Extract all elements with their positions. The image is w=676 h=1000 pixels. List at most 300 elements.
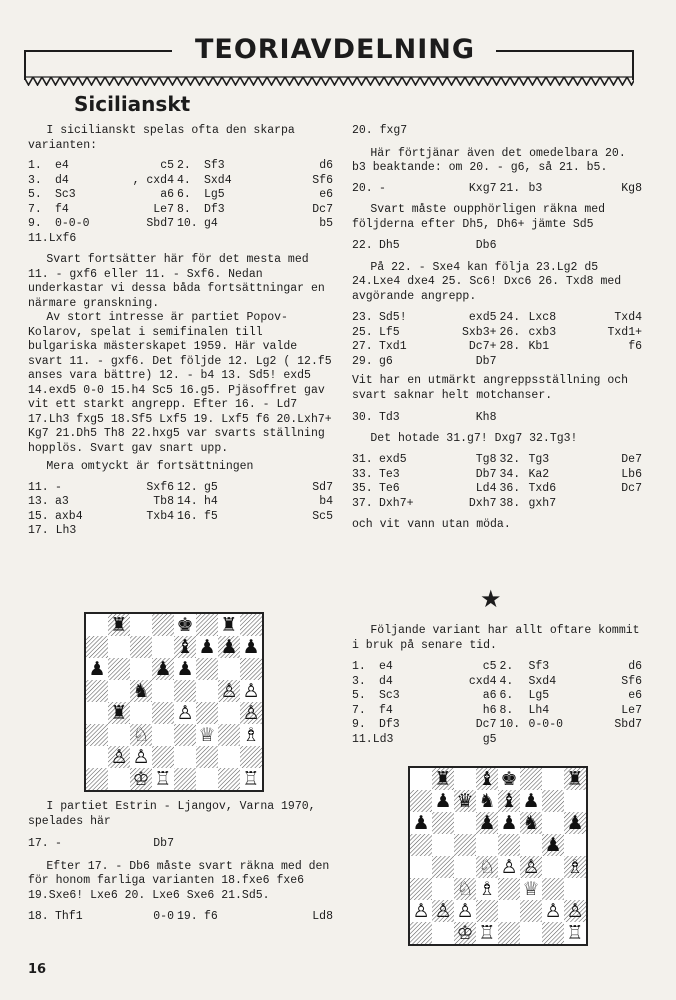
move-cell: e6 [628,689,642,702]
move-cell: Sf6 [312,173,333,187]
move-cell: 34. [499,467,521,481]
black-knight-icon: ♞ [132,680,150,703]
move-line [352,733,642,748]
move-cell: Te6 [379,482,400,495]
move-cell: 5. [28,188,42,201]
board-square [410,768,432,790]
move-cell: Dxh7 [468,496,497,510]
left-column-top [28,124,339,539]
black-pawn-icon: ♟ [220,636,238,659]
board-square [86,680,108,702]
move-cell: b4 [319,495,333,508]
board-square [498,834,520,856]
move-cell: g4 [204,217,218,230]
move-cell: 5. [352,689,366,702]
move-line: 20. fxg7 [352,124,408,137]
board-square [218,746,240,768]
move-cell: 10. [177,217,198,230]
board-square [86,768,108,790]
board-square [476,834,498,856]
black-pawn-icon: ♟ [434,790,452,813]
black-bishop-icon: ♝ [500,790,518,813]
white-pawn-icon: ♙ [522,856,540,879]
black-bishop-icon: ♝ [478,768,496,791]
white-pawn-icon: ♙ [220,680,238,703]
white-bishop-icon: ♗ [566,856,584,879]
move-cell: c5 [482,660,497,673]
board-square [476,900,498,922]
white-pawn-icon: ♙ [456,900,474,923]
moves-table [352,660,642,733]
move-line [28,910,333,925]
move-cell: Sf3 [204,159,225,172]
move-cell: , cxd4 [132,173,174,187]
move-cell: Sf6 [621,674,642,688]
move-cell: Txd1 [379,340,407,353]
move-cell: f4 [379,703,393,717]
black-rook-icon: ♜ [110,702,128,725]
chess-diagram-1 [84,612,264,792]
chess-diagram-2 [408,766,588,946]
move-cell: 11.Ld3 [352,732,394,746]
board-square [174,746,196,768]
move-cell: cxd4 [468,674,497,688]
move-cell: Sd5! [379,311,407,324]
board-square [152,746,174,768]
paragraph: Vit har en utmärkt angreppsställning och svart saknar helt motchanser. [352,374,635,402]
move-cell: Lg5 [204,188,225,201]
move-cell: h6 [482,703,497,717]
board-square [432,812,454,834]
move-cell: Db6 [475,239,497,252]
move-cell: d6 [628,660,642,673]
board-square [218,724,240,746]
board-square [498,900,520,922]
move-cell: 29. [352,354,373,368]
board-square [410,878,432,900]
move-cell: Sf3 [528,660,550,673]
board-square [86,746,108,768]
move-cell: 33. [352,467,373,481]
move-cell: Kh8 [475,411,497,424]
moves-table [28,481,333,525]
move-cell: cxb3 [528,325,557,339]
move-cell: 12. [177,480,198,494]
board-square [218,702,240,724]
move-cell: Sc3 [379,689,400,702]
move-line [352,239,642,254]
white-bishop-icon: ♗ [478,878,496,901]
move-cell: 3. [28,173,42,187]
header-banner [24,30,634,90]
white-knight-icon: ♘ [132,724,150,747]
banner-rule-right [496,50,634,52]
move-cell: exd5 [379,453,407,466]
paragraph: Här förtjänar även det omedelbara 20. b3 beaktande: om 20. - g6, så 21. b5. [352,146,633,174]
black-knight-icon: ♞ [522,812,540,835]
board-square [174,680,196,702]
board-square [432,856,454,878]
move-cell: h4 [204,495,218,508]
board-square [564,790,586,812]
move-cell: Txd1+ [607,325,642,339]
white-pawn-icon: ♙ [176,702,194,725]
move-cell [379,733,454,748]
move-cell: Lb6 [621,467,642,481]
move-cell: Dc7 [312,202,333,216]
board-square [86,724,108,746]
move-cell: 18. [28,910,49,923]
move-cell: 26. [499,325,521,339]
board-square [542,922,564,944]
move-cell: Sbd7 [146,217,174,230]
white-pawn-icon: ♙ [132,746,150,769]
white-rook-icon: ♖ [242,768,260,790]
move-cell: Le7 [153,202,174,216]
move-cell: Tg3 [528,453,550,466]
black-rook-icon: ♜ [566,768,584,791]
move-cell: Lf5 [379,325,400,339]
move-cell: Kxg7 [468,181,497,195]
move-cell: Ka2 [528,467,550,481]
board-square [130,614,152,636]
black-bishop-icon: ♝ [176,636,194,659]
black-pawn-icon: ♟ [88,658,106,681]
white-pawn-icon: ♙ [110,746,128,769]
move-cell: 21. [499,181,521,195]
move-cell: Db7 [475,467,497,481]
move-cell: d4 [55,173,69,187]
paragraph: Efter 17. - Db6 måste svart räkna med den för honom farliga varianten 18.fxe6 fxe6 19.Sxe6! Lxe6 20. Lxe6 Sxe6 21.Sd5. [28,859,337,902]
white-pawn-icon: ♙ [434,900,452,923]
move-line [352,411,642,426]
move-cell: 6. [499,689,514,702]
move-cell: 38. [499,496,521,510]
move-cell: Sc5 [312,509,333,523]
board-square [542,878,564,900]
move-cell: f6 [628,340,642,353]
move-cell: e6 [319,188,333,201]
chessboard [410,768,586,944]
board-square [196,768,218,790]
white-rook-icon: ♖ [478,922,496,944]
board-square [218,658,240,680]
zigzag-border [24,76,634,86]
move-cell: 8. [177,202,191,216]
move-cell: 37. [352,496,373,510]
board-square [174,768,196,790]
white-rook-icon: ♖ [154,768,172,790]
white-pawn-icon: ♙ [242,702,260,725]
move-cell: 32. [499,453,521,466]
right-column-bottom [352,624,647,747]
paragraph: Det hotade 31.g7! Dxg7 32.Tg3! [370,431,578,445]
move-cell: 30. [352,411,373,424]
move-cell: 9. [28,217,42,230]
paragraph: I partiet Estrin - Ljangov, Varna 1970, spelades här [28,800,323,828]
white-rook-icon: ♖ [566,922,584,944]
move-cell: 27. [352,340,373,353]
board-square [108,658,130,680]
board-square [542,856,564,878]
black-rook-icon: ♜ [434,768,452,791]
board-square [520,922,542,944]
move-cell: - [55,480,62,494]
moves-table [352,453,642,511]
move-cell: Tb8 [153,495,174,508]
paragraph: Av stort intresse är partiet Popov-Kolarov, spelat i semifinalen till bulgariska mästerskapet 1959. Här valde svart 11. - gxf6. Det följde 12. Lg2 ( 12.f5 anses vara bättre) 12. - b4 13. Sd5! exd5 14.exd5 0-0 15.h4 Sc5 16.g5. Pjäsoffret gav vit ett starkt angrepp. Efter 16. - Ld7 17.Lh3 fxg5 18.Sf5 Lxf5 19. Lxf5 f6 20.Lxh7+ Kg7 21.Dh5 Th8 22.hxg5 var svarts ställning hopplös. Svart gav snart upp. [28,311,339,455]
move-cell: Dc7+ [468,340,497,353]
board-square [86,614,108,636]
board-square [454,812,476,834]
move-cell: 11. [28,480,49,494]
move-cell: Te3 [379,467,400,481]
move-cell: 17. [28,837,49,850]
move-line [352,182,642,197]
move-cell: d4 [379,674,393,688]
move-cell: 0-0-0 [528,718,564,731]
move-cell: Le7 [621,703,642,717]
white-pawn-icon: ♙ [566,900,584,923]
move-cell: c5 [160,159,174,172]
move-cell: Tg8 [475,453,497,466]
move-cell: b5 [319,217,333,230]
move-cell: - [379,181,386,195]
board-square [174,724,196,746]
board-square [152,680,174,702]
board-square [196,658,218,680]
move-cell: 16. [177,509,198,523]
board-square [130,702,152,724]
move-cell: Lh4 [528,703,550,717]
black-pawn-icon: ♟ [500,812,518,835]
move-cell: Td3 [379,411,400,424]
move-cell: 2. [177,159,191,172]
move-cell: Kb1 [528,340,550,353]
black-pawn-icon: ♟ [242,636,260,659]
move-cell: Ld4 [475,482,497,495]
board-square [410,834,432,856]
board-square [432,834,454,856]
move-cell: Sxd4 [528,674,557,688]
white-king-icon: ♔ [456,922,474,944]
board-square [454,834,476,856]
white-pawn-icon: ♙ [412,900,430,923]
section-title: Sicilianskt [74,92,191,116]
move-cell: 9. [352,718,366,731]
board-square [152,724,174,746]
move-cell: g5 [204,480,218,494]
board-square [196,614,218,636]
move-cell: f6 [204,910,218,923]
board-square [520,900,542,922]
move-cell: gxh7 [528,496,557,510]
board-square [86,636,108,658]
move-cell: b3 [528,181,543,195]
white-queen-icon: ♕ [522,878,540,901]
board-square [240,746,262,768]
moves-table [352,311,642,369]
black-pawn-icon: ♟ [412,812,430,835]
board-square [410,790,432,812]
paragraph: På 22. - Sxe4 kan följa 23.Lg2 d5 24.Lxe4 dxe4 25. Sc6! Dxc6 26. Txd8 med avgörande angrepp. [352,260,629,303]
move-cell: Txd6 [528,482,557,495]
board-square [520,834,542,856]
black-rook-icon: ♜ [110,614,128,637]
move-cell: 31. [352,453,373,466]
board-square [410,856,432,878]
move-cell: Df3 [204,202,225,216]
move-cell: 0-0 [153,910,174,923]
move-cell: 15. [28,509,49,523]
board-square [498,922,520,944]
move-cell: Db7 [153,837,174,850]
white-king-icon: ♔ [132,768,150,790]
board-square [454,768,476,790]
move-cell: 22. [352,239,373,252]
move-cell: 10. [499,718,521,731]
black-pawn-icon: ♟ [176,658,194,681]
move-cell: 0-0-0 [55,217,90,230]
move-cell: Lxc8 [528,311,557,324]
move-cell: Dxh7+ [379,496,414,510]
board-square [240,614,262,636]
board-square [86,702,108,724]
move-cell: a6 [160,188,174,201]
board-square [108,768,130,790]
move-cell: g6 [379,354,393,368]
move-cell [606,355,642,370]
board-square [410,922,432,944]
black-pawn-icon: ♟ [522,790,540,813]
board-square [152,636,174,658]
move-cell: - [55,837,62,850]
move-line [28,837,333,852]
move-line: 11.Lxf6 [28,231,77,245]
board-square [240,658,262,680]
move-cell [500,355,526,370]
board-square [130,636,152,658]
move-cell: Sc3 [55,188,76,201]
move-cell: e4 [55,159,69,172]
black-pawn-icon: ♟ [544,834,562,857]
white-queen-icon: ♕ [198,724,216,747]
black-rook-icon: ♜ [220,614,238,637]
board-square [108,636,130,658]
board-square [152,702,174,724]
right-column-top [352,124,642,533]
move-cell: 7. [352,703,366,717]
black-pawn-icon: ♟ [478,812,496,835]
board-square [432,878,454,900]
paragraph: Mera omtyckt är fortsättningen [46,460,254,473]
move-cell: a6 [482,689,497,702]
board-square [218,768,240,790]
move-cell: Df3 [379,718,400,731]
move-cell: 6. [177,188,191,201]
move-cell: Sbd7 [614,718,642,731]
board-square [152,614,174,636]
board-square [498,878,520,900]
move-cell: Kg8 [621,181,642,195]
board-square [432,922,454,944]
move-cell: Lg5 [528,689,550,702]
board-square [108,680,130,702]
board-square [130,658,152,680]
move-cell [529,355,604,370]
star-icon: ★ [480,585,502,613]
black-pawn-icon: ♟ [154,658,172,681]
move-cell: 28. [499,340,521,353]
move-cell: 14. [177,495,198,508]
board-square [564,834,586,856]
move-cell: a3 [55,495,69,508]
move-cell: d6 [319,159,333,172]
board-square [520,768,542,790]
move-cell: 19. [177,910,198,923]
paragraph: och vit vann utan möda. [352,518,511,531]
move-cell: Ld8 [312,910,333,923]
move-cell: 23. [352,311,373,324]
move-cell: 3. [352,674,366,688]
move-cell: Db7 [475,354,497,368]
banner-rule-left [24,50,172,52]
black-king-icon: ♚ [500,768,518,791]
paragraph: Svart fortsätter här för det mesta med 11. - gxf6 eller 11. - Sxf6. Nedan underkastar vi dessa båda fortsättningar en närmare granskning. [28,253,332,310]
move-cell: Sxf6 [146,480,174,494]
move-cell: Dh5 [379,239,400,252]
move-cell: Thf1 [55,910,83,923]
move-cell: f5 [204,509,218,523]
black-queen-icon: ♛ [456,790,474,813]
move-cell: e4 [379,660,393,673]
move-cell: f4 [55,202,69,216]
left-column-bottom [28,800,337,925]
board-square [564,878,586,900]
move-cell [606,497,642,512]
black-king-icon: ♚ [176,614,194,637]
page-number: 16 [28,962,47,977]
move-cell: 25. [352,325,373,339]
move-cell: 7. [28,202,42,216]
move-cell: exd5 [468,311,497,324]
move-cell: 2. [499,660,514,673]
board-square [542,812,564,834]
board-square [196,702,218,724]
move-cell: Txd4 [614,311,642,324]
black-pawn-icon: ♟ [566,812,584,835]
move-cell: 24. [499,311,521,324]
white-pawn-icon: ♙ [500,856,518,879]
paragraph: Följande variant har allt oftare kommit i bruk på senare tid. [352,624,647,652]
move-cell: 4. [177,173,191,187]
black-knight-icon: ♞ [478,790,496,813]
white-knight-icon: ♘ [456,878,474,901]
move-cell: De7 [621,453,642,466]
move-cell: 20. [352,181,373,195]
move-line: 17. Lh3 [28,524,77,537]
move-cell: Dc7 [475,718,497,731]
move-cell: 35. [352,482,373,495]
board-square [542,768,564,790]
white-pawn-icon: ♙ [544,900,562,923]
board-square [542,790,564,812]
white-bishop-icon: ♗ [242,724,260,747]
move-cell: 4. [499,674,514,688]
move-cell: Sxb3+ [461,325,497,339]
intro-paragraph: I sicilianskt spelas ofta den skarpa varianten: [28,124,302,152]
chessboard [86,614,262,790]
